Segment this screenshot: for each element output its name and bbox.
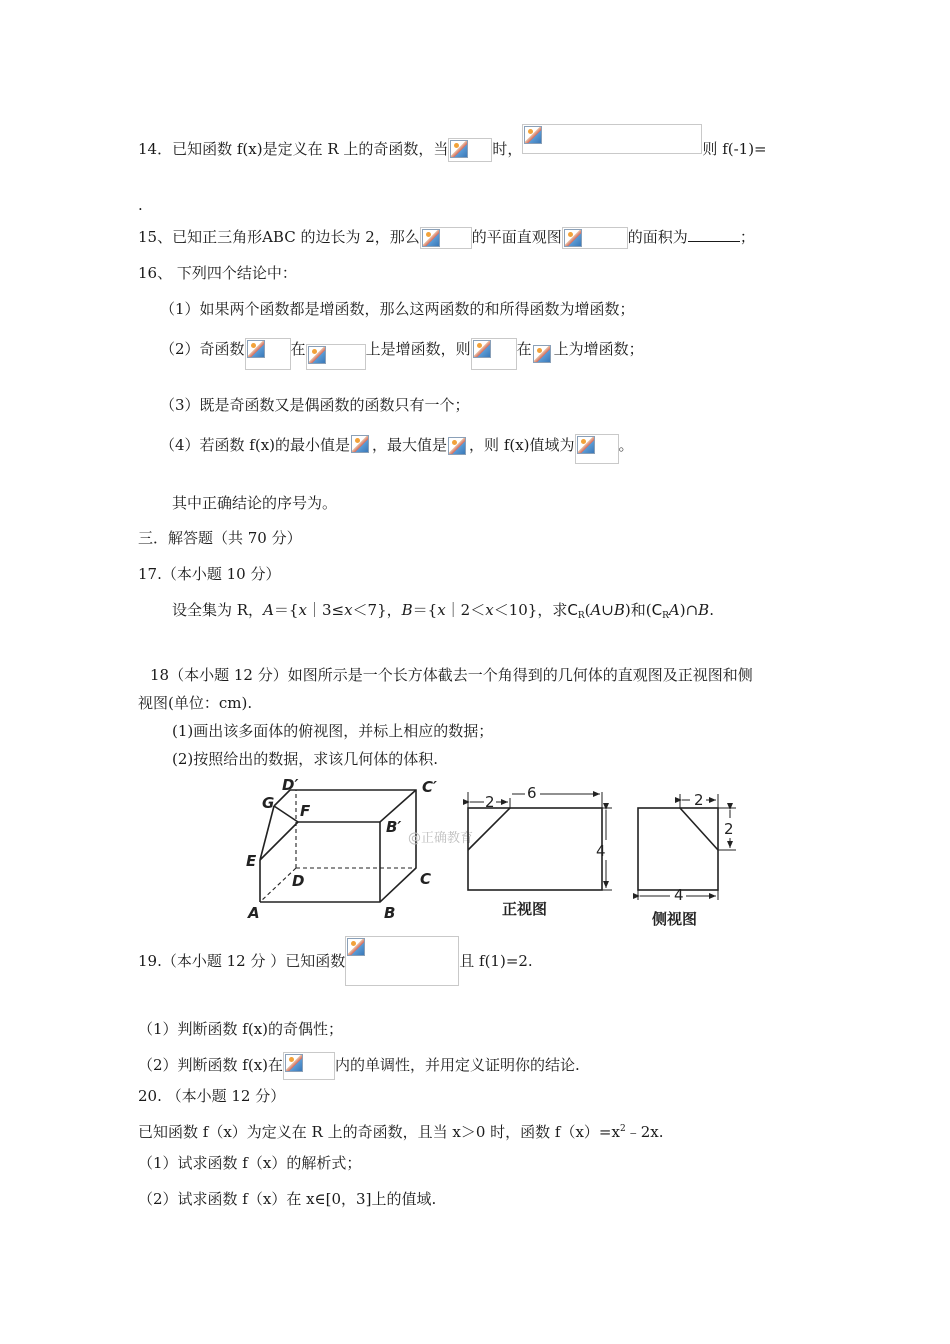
q17-var: A [263, 601, 274, 619]
q20-heading: 20. （本小题 12 分） [138, 1087, 286, 1105]
q17-heading: 17.（本小题 10 分） [138, 565, 281, 583]
q14-end: . [138, 196, 143, 214]
geometry-figures [240, 776, 750, 932]
q16-statement-1: （1）如果两个函数都是增函数，那么这两函数的和所得函数为增函数； [160, 300, 635, 318]
q18-line-1: 18（本小题 12 分）如图所示是一个长方体截去一个角得到的几何体的直观图及正视图和侧 [150, 666, 753, 684]
q15-end: ； [739, 228, 755, 246]
q18-part-2: (2)按照给出的数据，求该几何体的体积. [172, 750, 439, 768]
q16-s2-text-d: 在 [516, 340, 532, 358]
q16-s2-text-a: （2）奇函数 [160, 340, 245, 358]
vertex-label: F [300, 802, 311, 820]
vertex-label: B′ [386, 818, 402, 836]
q16-statement-3: （3）既是奇函数又是偶函数的函数只有一个； [160, 396, 470, 414]
side-view [638, 794, 736, 900]
formula-image-placeholder [350, 434, 372, 458]
dimension-label: 2 [694, 791, 704, 809]
vertex-label: G [262, 794, 275, 812]
formula-image-placeholder [447, 436, 469, 466]
q16-s2-text-b: 在 [290, 340, 306, 358]
answer-blank [688, 227, 740, 242]
vertex-label: D′ [282, 776, 299, 794]
front-view-cut-line [468, 808, 510, 850]
solid-perspective-view [260, 790, 416, 902]
vertex-labels [246, 776, 437, 922]
q17-text: ＜7}， [352, 601, 402, 619]
vertex-label: B [384, 904, 396, 922]
side-view-cut-line [680, 808, 718, 850]
broken-image-icon [448, 437, 466, 455]
broken-image-icon [450, 140, 468, 158]
complement-subscript: R [577, 611, 585, 621]
side-view-rect [638, 808, 718, 890]
q17-text: ｜2＜ [445, 601, 486, 619]
complement-symbol: C [651, 601, 663, 619]
q19-text-1: 19.（本小题 12 分 ）已知函数 [138, 952, 346, 970]
formula-image-placeholder [283, 1052, 335, 1080]
edge-gf [274, 806, 298, 822]
q15-text-1: 15、已知正三角形ABC 的边长为 2，那么 [138, 228, 420, 246]
broken-image-icon [564, 229, 582, 247]
q16-s4-text-b: ，最大值是 [372, 436, 448, 454]
q16-s2-text-c: 上是增函数，则 [365, 340, 471, 358]
dimension-label: 4 [596, 842, 606, 860]
q17-var: x [344, 601, 353, 619]
q20-part-2: （2）试求函数 f（x）在 x∈[0，3]上的值域. [138, 1190, 437, 1208]
formula-image-placeholder [448, 138, 492, 162]
q14-text-3: 则 f(-1)= [702, 140, 767, 158]
q18-line-2: 视图(单位：cm). [138, 694, 253, 712]
q14-text-1: 14．已知函数 f(x)是定义在 R 上的奇函数，当 [138, 140, 449, 158]
broken-image-icon [422, 229, 440, 247]
formula-image-placeholder [306, 344, 366, 370]
formula-image-placeholder [532, 344, 554, 370]
q16-s4-text-d: 。 [618, 436, 634, 454]
q16-s4-text-c: ，则 f(x)值域为 [469, 436, 575, 454]
q19-text-2: 且 f(1)=2. [459, 952, 533, 970]
broken-image-icon [308, 346, 326, 364]
broken-image-icon [473, 340, 491, 358]
broken-image-icon [347, 938, 365, 956]
q17-text: ＝{ [273, 601, 299, 619]
watermark: @正确教育 [408, 831, 474, 846]
q16-s4-text-a: （4）若函数 f(x)的最小值是 [160, 436, 351, 454]
side-view-labels [651, 791, 734, 928]
q19-part-2 [138, 1052, 580, 1080]
q19-s2-text-a: （2）判断函数 f(x)在 [138, 1056, 284, 1074]
formula-image-placeholder [245, 338, 291, 370]
q17-var: A [590, 601, 602, 619]
broken-image-icon [533, 345, 551, 363]
q15-text-3: 的面积为 [627, 228, 688, 246]
formula-image-placeholder [575, 434, 619, 464]
dimension-label: 4 [674, 886, 684, 904]
q16-heading: 16、 下列四个结论中： [138, 264, 297, 282]
vertex-label: E [246, 852, 257, 870]
q17-var: x [485, 601, 494, 619]
q20-text-a: 已知函数 f（x）为定义在 R 上的奇函数，且当 x＞0 时，函数 f（x）=x [138, 1123, 620, 1141]
view-title: 正视图 [502, 900, 548, 918]
q17-text: ＜10}，求 [493, 601, 568, 619]
dimension-label: 2 [485, 793, 495, 811]
front-view-labels [485, 784, 606, 918]
q17-var: A [668, 601, 680, 619]
q17-var: B [698, 601, 710, 619]
q16-s2-text-e: 上为增函数； [553, 340, 644, 358]
q17-text: ∪ [601, 601, 614, 619]
q19-part-1: （1）判断函数 f(x)的奇偶性； [138, 1020, 344, 1038]
front-view-rect [468, 808, 602, 890]
vertex-label: C′ [422, 778, 437, 796]
q17-text: ＝{ [412, 601, 438, 619]
formula-image-placeholder [420, 227, 472, 249]
formula-image-placeholder [345, 936, 459, 986]
q17-body [172, 599, 714, 627]
q14-text-2: 时， [492, 140, 523, 158]
dimension-label: 6 [527, 784, 537, 802]
q17-text: ｜3≤ [306, 601, 345, 619]
q17-var: x [298, 601, 307, 619]
edge-bottom-right-back [260, 790, 416, 902]
q20-exponent: 2 [619, 1124, 626, 1134]
q15-text-2: 的平面直观图 [471, 228, 562, 246]
q19-line [138, 950, 533, 986]
formula-image-placeholder [471, 338, 517, 370]
vertex-label: D [292, 872, 305, 890]
section-heading: 三．解答题（共 70 分） [138, 529, 302, 547]
q16-statement-2 [160, 338, 644, 370]
q17-var: x [437, 601, 446, 619]
dimension-label: 2 [724, 820, 734, 838]
complement-symbol: C [567, 601, 578, 619]
hidden-edges [260, 790, 416, 902]
vertex-label: C [420, 870, 432, 888]
broken-image-icon [351, 435, 369, 453]
q15-line [138, 226, 755, 249]
broken-image-icon [577, 436, 595, 454]
q17-text: ( [584, 601, 591, 619]
q20-line-1 [138, 1118, 663, 1143]
broken-image-icon [247, 340, 265, 358]
q16-statement-4 [160, 434, 634, 466]
q17-text: )和( [624, 601, 652, 619]
q18-part-1: (1)画出该多面体的俯视图，并标上相应的数据； [172, 722, 494, 740]
q17-var: B [401, 601, 413, 619]
q20-text-b: ﹣2x. [625, 1123, 664, 1141]
q20-part-1: （1）试求函数 f（x）的解析式； [138, 1154, 362, 1172]
complement-subscript: R [662, 611, 669, 621]
view-title: 侧视图 [652, 910, 698, 928]
q17-text: . [709, 601, 714, 619]
broken-image-icon [285, 1054, 303, 1072]
broken-image-icon [524, 126, 542, 144]
edge-da-hidden [260, 868, 296, 902]
formula-image-placeholder [522, 124, 702, 154]
q14-line [138, 138, 767, 162]
formula-image-placeholder [562, 227, 628, 249]
q16-conclusion: 其中正确结论的序号为。 [172, 494, 338, 512]
vertex-label: A [248, 904, 260, 922]
q19-s2-text-b: 内的单调性，并用定义证明你的结论. [335, 1056, 580, 1074]
q17-text: )∩ [679, 601, 699, 619]
q17-var: B [613, 601, 625, 619]
q17-text: 设全集为 R， [172, 601, 264, 619]
